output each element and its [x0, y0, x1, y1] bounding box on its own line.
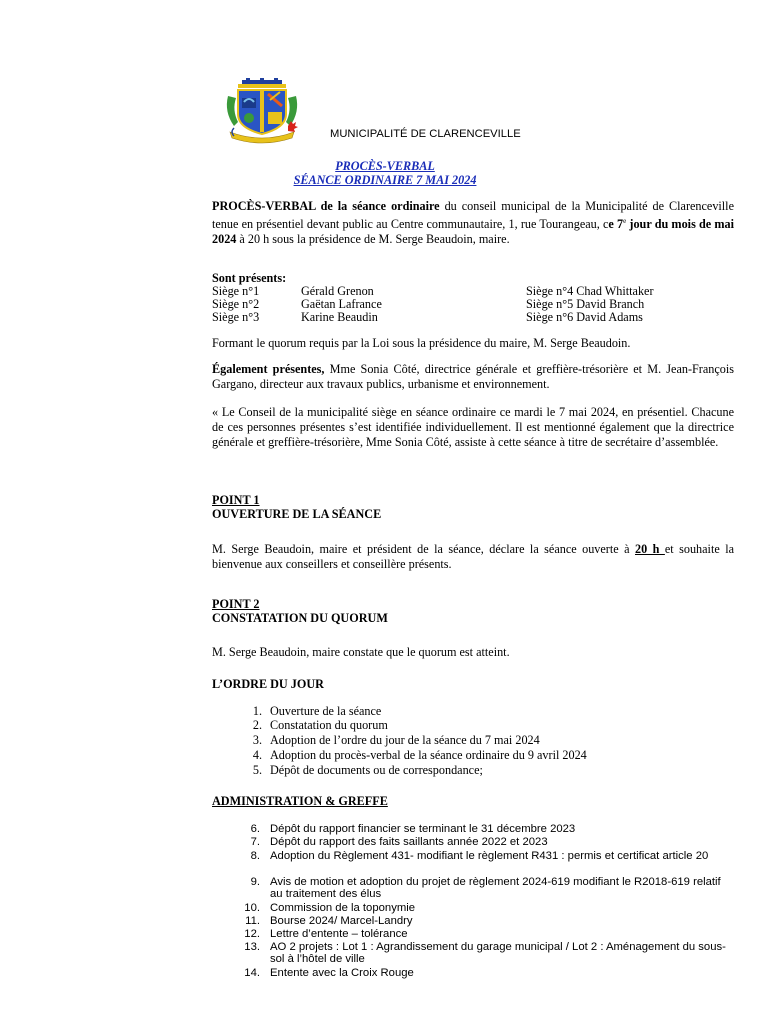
crest-icon — [220, 78, 304, 144]
intro-paragraph — [212, 199, 734, 247]
intro-text-1: du conseil municipal de la Municipalité de Clarenceville tenue en présentiel devant public au Centre communautaire, 1, rue Tourangeau, c — [212, 199, 734, 232]
intro-date-b: jour du mois de mai 2024 — [212, 217, 734, 247]
intro-lead: PROCÈS-VERBAL de la séance ordinaire — [212, 199, 440, 213]
seat-3-label: Siège n°3 — [212, 310, 260, 324]
seat-2-name: Gaëtan Lafrance — [301, 297, 382, 311]
point-1-text — [212, 542, 734, 572]
point-2-label: POINT 2 — [212, 597, 260, 611]
point-1-label: POINT 1 — [212, 493, 260, 507]
document-subtitle: SÉANCE ORDINAIRE 7 MAI 2024 — [293, 173, 477, 187]
document-title: PROCÈS-VERBAL — [335, 159, 435, 173]
point-1-time: 20 h — [634, 542, 665, 556]
admin-heading: ADMINISTRATION & GREFFE — [212, 794, 388, 808]
seat-1-label: Siège n°1 — [212, 284, 260, 298]
council-quote-paragraph: « Le Conseil de la municipalité siège en séance ordinaire ce mardi le 7 mai 2024, en présentiel. Chacune de ces personnes présentes s’est identifiée individuellement. Il est mentionné également que la directrice générale et greffière-trésorière, Mme Sonia Côté, assiste à cette séance à titre de secrétaire d’assemblée. — [212, 405, 734, 449]
seat-1-name: Gérald Grenon — [301, 284, 374, 298]
municipality-name: MUNICIPALITÉ DE CLARENCEVILLE — [330, 128, 521, 140]
seat-2-label: Siège n°2 — [212, 297, 260, 311]
intro-text-2: à 20 h sous la présidence de M. Serge Beaudoin, maire. — [236, 232, 510, 247]
also-present-label: Également présentes, — [212, 362, 325, 376]
point-1-text-before: M. Serge Beaudoin, maire et président de la séance, déclare la séance ouverte à — [212, 542, 635, 556]
also-present-paragraph — [212, 362, 734, 392]
seat-6: Siège n°6 David Adams — [526, 310, 643, 324]
point-1-text-after: et souhaite la bienvenue aux conseillers et conseillère présents. — [212, 542, 734, 571]
also-present-text: Mme Sonia Côté, directrice générale et greffière-trésorière et M. Jean-François Gargano, directeur aux travaux publics, urbanisme et environnement. — [212, 362, 734, 391]
point-2-text: M. Serge Beaudoin, maire constate que le quorum est atteint. — [212, 645, 510, 659]
quorum-statement: Formant le quorum requis par la Loi sous la présidence du maire, M. Serge Beaudoin. — [212, 336, 631, 350]
point-1-title: OUVERTURE DE LA SÉANCE — [212, 507, 382, 521]
presents-heading: Sont présents: — [212, 271, 287, 285]
agenda-heading: L’ORDRE DU JOUR — [212, 677, 324, 691]
point-2-title: CONSTATATION DU QUORUM — [212, 611, 388, 625]
intro-date-a: e 7 — [608, 217, 624, 232]
seat-3-name: Karine Beaudin — [301, 310, 378, 324]
seat-4: Siège n°4 Chad Whittaker — [526, 284, 654, 298]
seat-5: Siège n°5 David Branch — [526, 297, 645, 311]
municipal-crest — [220, 78, 304, 144]
intro-sup: e — [623, 217, 627, 225]
